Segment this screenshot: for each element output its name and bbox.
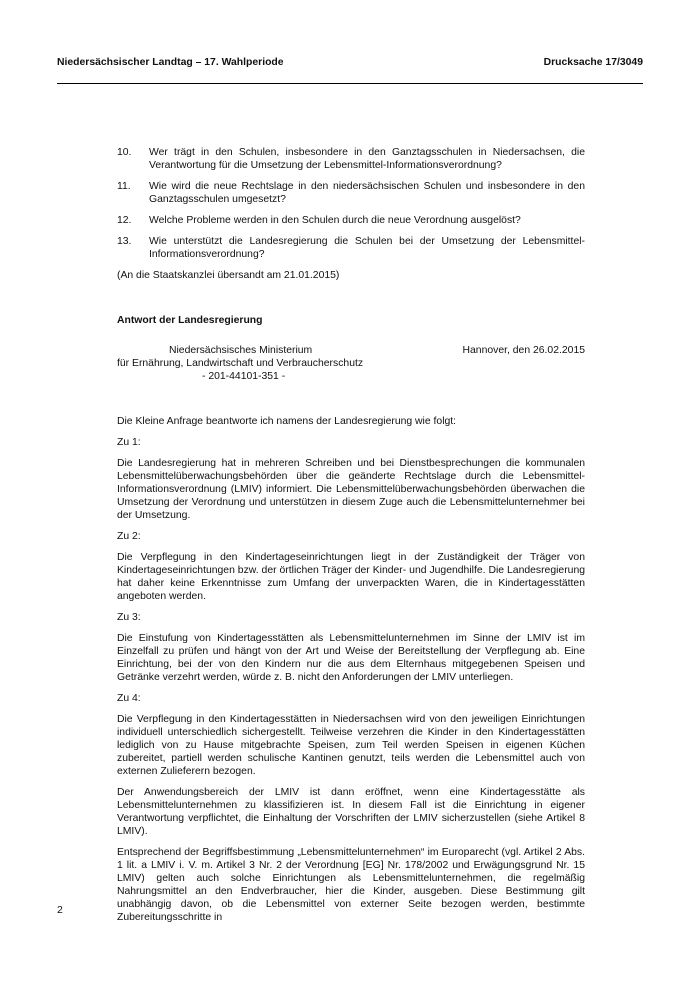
question-text: Welche Probleme werden in den Schulen durch die neue Verordnung ausgelöst? [149,215,521,226]
question-number: 11. [117,181,131,192]
transmission-note: (An die Staatskanzlei übersandt am 21.01.2015) [117,270,340,281]
question-list [117,146,585,282]
body-paragraph: Der Anwendungsbereich der LMIV ist dann eröffnet, wenn eine Kindertagesstätte als Lebensmittelunternehmen zu klassifizieren ist. In diesem Fall ist die Einrichtung in eigener Verantwortung verpflichtet, die Einhaltung der Vorschriften der LMIV sicherzustellen (siehe Artikel 8 LMIV). [117,787,585,837]
ministry-department: für Ernährung, Landwirtschaft und Verbraucherschutz [117,358,364,369]
file-reference: - 201-44101-351 - [202,371,286,382]
ministry-name: Niedersächsisches Ministerium [169,345,313,356]
body-paragraph: Entsprechend der Begriffsbestimmung „Lebensmittelunternehmen“ im Europarecht (vgl. Artikel 2 Abs. 1 lit. a LMIV i. V. m. Artikel 3 Nr. 2 der Verordnung [EG] Nr. 178/2002 und Erwägungsgrund Nr. 15 LMIV) gelten auch solche Einrichtungen als Lebensmittelunternehmen, die regelmäßig Nahrungsmittel an den Endverbraucher, hier die Kinder, ausgeben. Diese Bestimmung gilt unabhängig davon, ob die Lebensmittel von externer Seite bezogen werden, bestimmte Zubereitungsschritte in [117,847,585,923]
question-number: 12. [117,215,132,226]
body-paragraph: Die Verpflegung in den Kindertagesstätten in Niedersachsen wird von den jeweiligen Einrichtungen individuell unterschiedlich sichergestellt. Teilweise verzehren die Kinder in den Kindertagesstätten lediglich von zu Hause mitgebrachte Speisen, zum Teil werden Speisen in eigenen Küchen zubereitet, partiell werden schulische Kantinen genutzt, teils werden die Lebensmittel auch von externen Zulieferern bezogen. [117,714,585,777]
question-item [117,146,585,172]
question-item [117,235,585,261]
ministry-block [117,344,585,396]
body-paragraph: Die Verpflegung in den Kindertageseinrichtungen liegt in der Zuständigkeit der Träger von Kindertageseinrichtungen bzw. der örtlichen Träger der Kinder- und Jugendhilfe. Die Landesregierung hat daher keine Erkenntnisse zum Umfang der unverpackten Waren, die in Kindertagesstätten angeboten werden. [117,552,585,602]
section-heading: Zu 1: [117,437,141,448]
question-text: Wie wird die neue Rechtslage in den niedersächsischen Schulen und insbesondere in den Ganztagsschulen umgesetzt? [149,181,585,205]
question-number: 10. [117,147,132,158]
answer-section [117,314,585,932]
header-doc-number: Drucksache 17/3049 [543,57,643,68]
section-heading: Zu 2: [117,531,141,542]
answer-title: Antwort der Landesregierung [117,315,263,326]
section-heading: Zu 4: [117,693,141,704]
question-item [117,180,585,206]
body-paragraph: Die Kleine Anfrage beantworte ich namens der Landesregierung wie folgt: [117,416,457,427]
question-text: Wie unterstützt die Landesregierung die Schulen bei der Umsetzung der Lebensmittel-Informationsverordnung? [149,236,585,260]
page-number: 2 [57,905,63,916]
question-number: 13. [117,236,132,247]
header-divider [57,83,643,84]
header-title: Niedersächsischer Landtag – 17. Wahlperiode [57,57,284,68]
section-heading: Zu 3: [117,612,141,623]
body-paragraph: Die Landesregierung hat in mehreren Schreiben und bei Dienstbesprechungen die kommunalen Lebensmittelüberwachungsbehörden über die geänderte Rechtslage durch die Lebensmittel-Informationsverordnung (LMIV) informiert. Die Lebensmittelüberwachungsbehörden überwachen die Umsetzung der Verordnung und unterstützen in diesem Zuge auch die Lebensmittelunternehmer bei der Umsetzung. [117,458,585,521]
page-header [57,57,643,73]
question-text: Wer trägt in den Schulen, insbesondere in den Ganztagsschulen in Niedersachsen, die Verantwortung für die Umsetzung der Lebensmittel-Informationsverordnung? [149,147,585,171]
question-item [117,214,585,227]
body-paragraph: Die Einstufung von Kindertagesstätten als Lebensmittelunternehmen im Sinne der LMIV ist im Einzelfall zu prüfen und hängt von der Art und Weise der Bereitstellung der Verpflegung ab. Eine Einrichtung, bei der von den Kindern nur die aus dem Elternhaus mitgegebenen Speisen und Getränke verzehrt werden, würde z. B. nicht den Anforderungen der LMIV unterliegen. [117,633,585,683]
answer-body [117,415,585,924]
answer-date: Hannover, den 26.02.2015 [462,345,585,356]
